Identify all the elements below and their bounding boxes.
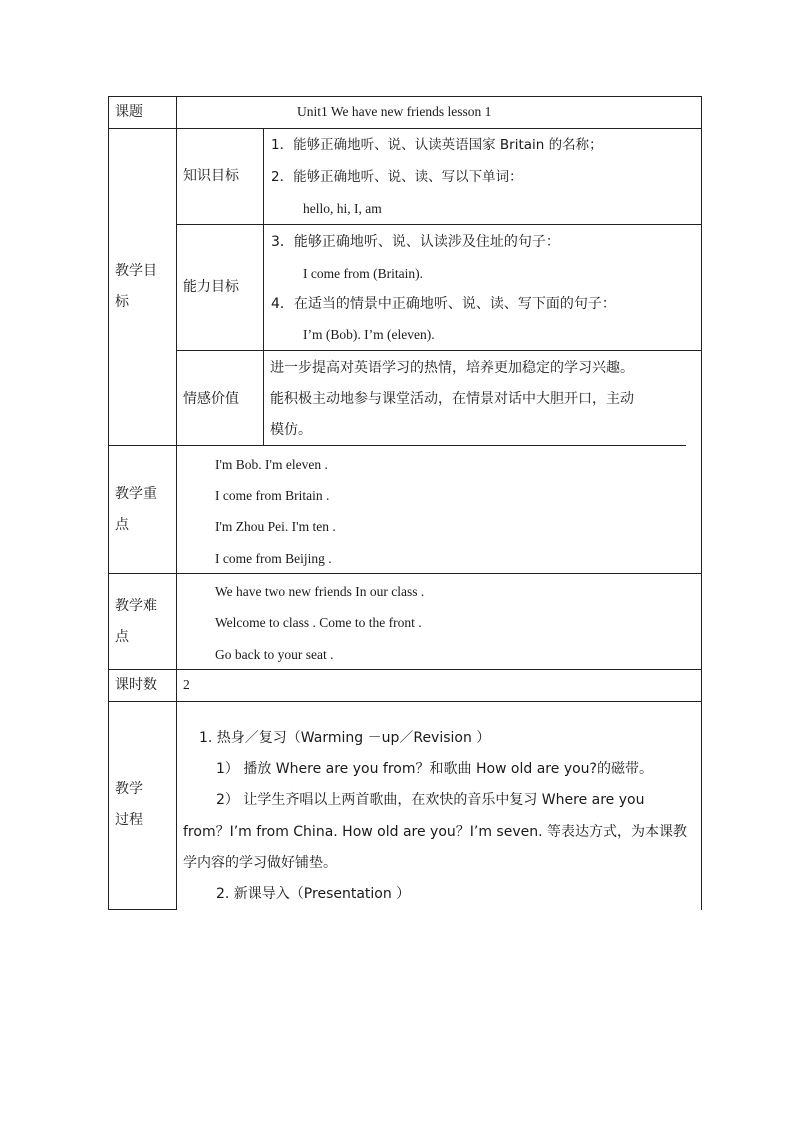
table-line-after-ability: [176, 350, 702, 351]
objectives-label-line2: 标: [115, 294, 129, 310]
difficulty-item: Welcome to class . Come to the front .: [215, 615, 422, 630]
knowledge-item: hello, hi, I, am: [303, 201, 382, 216]
emotion-item: 进一步提高对英语学习的热情，培养更加稳定的学习兴趣。: [270, 360, 634, 376]
periods-value: 2: [183, 677, 190, 692]
ability-item: I come from (Britain).: [303, 266, 423, 281]
process-line: from？I’m from China. How old are you？I’m seven. 等表达方式，为本课教: [183, 824, 688, 840]
knowledge-item: 1．能够正确地听、说、认读英语国家 Britain 的名称；: [271, 137, 603, 153]
key-point-item: I come from Britain .: [215, 488, 330, 503]
process-line: 学内容的学习做好铺垫。: [183, 855, 337, 871]
title-value: Unit1 We have new friends lesson 1: [297, 104, 492, 119]
process-label-line2: 过程: [115, 812, 143, 828]
difficulties-label-line2: 点: [115, 629, 129, 645]
table-column-divider: [176, 96, 177, 910]
key-points-label-line2: 点: [115, 517, 129, 533]
difficulty-item: We have two new friends In our class .: [215, 584, 425, 599]
process-line: 2） 让学生齐唱以上两首歌曲，在欢快的音乐中复习 Where are you: [216, 792, 645, 808]
emotion-label: 情感价值: [183, 391, 239, 407]
ability-label: 能力目标: [183, 279, 239, 295]
title-label: 课题: [115, 104, 143, 120]
objectives-label-line1: 教学目: [115, 263, 157, 279]
table-line-after-objectives: [108, 445, 686, 446]
emotion-item: 能积极主动地参与课堂活动，在情景对话中大胆开口，主动: [270, 391, 634, 407]
table-line-after-title: [108, 128, 702, 129]
table-border-top: [108, 96, 702, 97]
difficulties-label-line1: 教学难: [115, 598, 157, 614]
table-border-right-top: [701, 96, 702, 445]
table-border-left: [108, 96, 109, 910]
key-point-item: I'm Bob. I'm eleven .: [215, 457, 328, 472]
process-line: 1. 热身／复习（Warming －up／Revision ）: [199, 730, 491, 746]
process-line: 1） 播放 Where are you from？和歌曲 How old are you?的磁带。: [216, 761, 653, 777]
difficulty-item: Go back to your seat .: [215, 647, 334, 662]
ability-item: 4．在适当的情景中正确地听、说、读、写下面的句子：: [271, 296, 616, 312]
table-line-bottom-left: [108, 909, 177, 910]
key-point-item: I come from Beijing .: [215, 551, 332, 566]
ability-item: I’m (Bob). I’m (eleven).: [303, 327, 435, 342]
knowledge-label: 知识目标: [183, 168, 239, 184]
key-points-label-line1: 教学重: [115, 486, 157, 502]
table-border-right-bottom: [701, 445, 702, 910]
ability-item: 3．能够正确地听、说、认读涉及住址的句子：: [271, 234, 560, 250]
table-line-after-difficulties: [108, 669, 702, 670]
table-line-after-periods: [108, 701, 702, 702]
table-subcolumn-divider: [263, 128, 264, 445]
key-point-item: I'm Zhou Pei. I'm ten .: [215, 519, 336, 534]
process-label-line1: 教学: [115, 781, 143, 797]
process-line: 2. 新课导入（Presentation ）: [216, 886, 411, 902]
table-line-after-keypoints: [108, 573, 702, 574]
knowledge-item: 2．能够正确地听、说、读、写以下单词：: [271, 169, 523, 185]
table-line-after-knowledge: [176, 224, 702, 225]
periods-label: 课时数: [115, 677, 157, 693]
emotion-item: 模仿。: [270, 422, 312, 438]
